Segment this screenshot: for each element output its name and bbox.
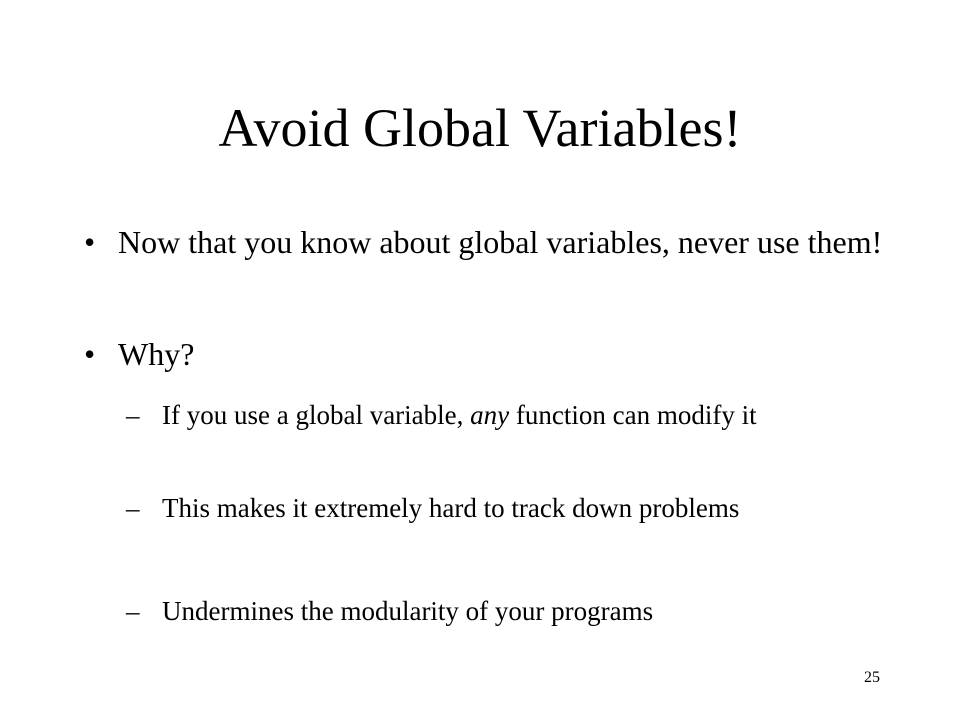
sub-bullet-item: [126, 490, 846, 526]
bullet-marker: •: [84, 224, 96, 260]
sub-bullet-text: This makes it extremely hard to track down problems: [162, 493, 740, 523]
dash-marker: –: [126, 400, 140, 430]
sub-bullet-item: [126, 397, 846, 433]
sub-bullet-text-end: function can modify it: [509, 400, 757, 430]
sub-bullet-text: [162, 397, 846, 433]
sub-bullet-text: Undermines the modularity of your programs: [162, 596, 654, 626]
bullet-item: [84, 222, 894, 262]
sub-bullet-text-start: If you use a global variable,: [162, 400, 471, 430]
emphasized-word: any: [470, 400, 510, 430]
bullet-text: Now that you know about global variables, never use them!: [118, 224, 883, 260]
sub-bullet-item: [126, 593, 846, 629]
bullet-item: [84, 334, 894, 374]
dash-marker: –: [126, 493, 140, 523]
bullet-text: Why?: [118, 336, 195, 372]
dash-marker: –: [126, 596, 140, 626]
page-number: 25: [864, 669, 880, 686]
slide-title: Avoid Global Variables!: [218, 98, 742, 158]
bullet-marker: •: [84, 336, 96, 372]
